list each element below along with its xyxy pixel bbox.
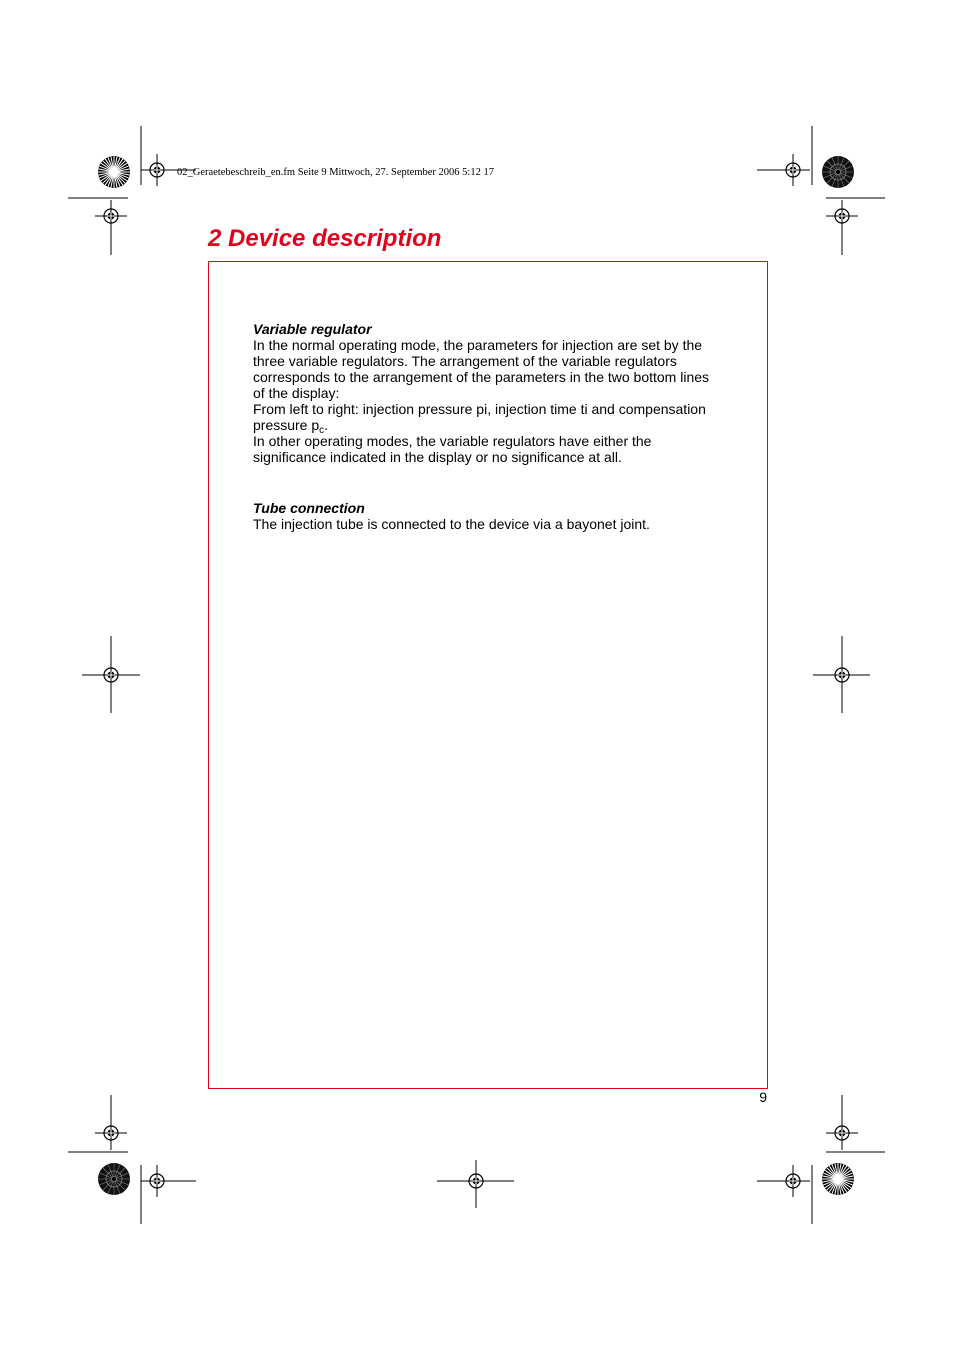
pressure-prefix: pressure p xyxy=(253,417,320,433)
paragraph-line: corresponds to the arrangement of the parameters in the two bottom lines xyxy=(253,369,710,385)
paragraph-line: In other operating modes, the variable regulators have either the xyxy=(253,433,652,449)
paragraph-line-pressure xyxy=(253,417,733,436)
pressure-subscript: c xyxy=(319,425,325,436)
print-slug-line: 02_Geraetebeschreib_en.fm Seite 9 Mittwoch, 27. September 2006 5:12 17 xyxy=(177,167,494,178)
section-variable-regulator xyxy=(253,321,733,465)
paragraph-line: The injection tube is connected to the device via a bayonet joint. xyxy=(253,516,650,532)
paragraph-line: of the display: xyxy=(253,385,340,401)
paragraph-line: From left to right: injection pressure pi, injection time ti and compensation xyxy=(253,401,706,417)
pressure-suffix: . xyxy=(324,417,329,433)
section-heading: Tube connection xyxy=(253,500,365,516)
paragraph-line: three variable regulators. The arrangement of the variable regulators xyxy=(253,353,677,369)
section-heading: Variable regulator xyxy=(253,321,372,337)
chapter-title: 2 Device description xyxy=(208,225,442,252)
paragraph-line: In the normal operating mode, the parameters for injection are set by the xyxy=(253,337,703,353)
section-tube-connection xyxy=(253,500,733,532)
paragraph-line: significance indicated in the display or no significance at all. xyxy=(253,449,622,465)
page-number: 9 xyxy=(759,1089,767,1105)
